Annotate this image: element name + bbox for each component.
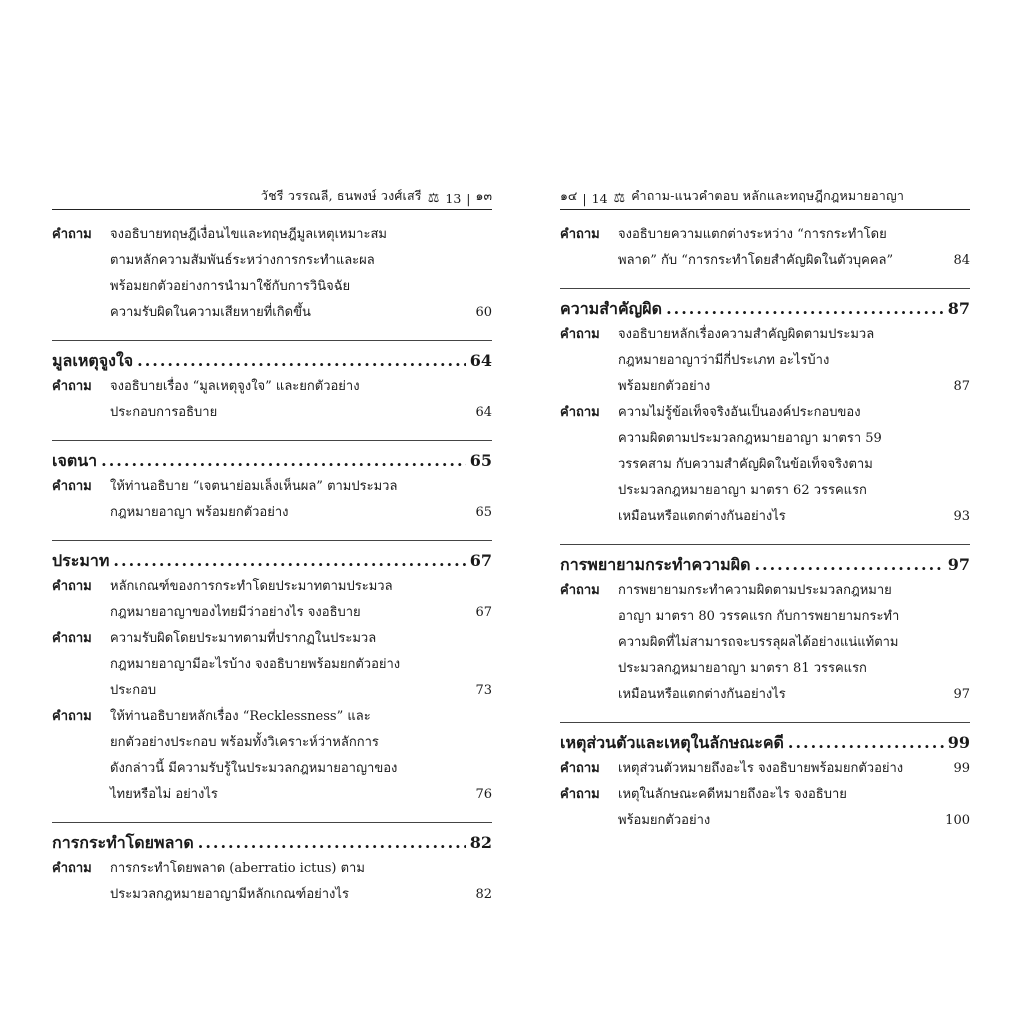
dot-leader <box>666 299 944 318</box>
question-label <box>52 300 110 326</box>
toc-question-line <box>52 704 492 730</box>
toc-question-line <box>52 274 492 300</box>
toc-question-line <box>52 730 492 756</box>
toc-question-line <box>560 478 970 504</box>
question-text: พร้อมยกตัวอย่าง <box>618 379 711 394</box>
toc-question-line <box>560 348 970 374</box>
left-page-header <box>52 180 492 210</box>
toc-question-line <box>560 426 970 452</box>
scales-icon: ⚖ <box>427 191 440 206</box>
question-text: หลักเกณฑ์ของการกระทำโดยประมาทตามประมวล <box>110 579 393 594</box>
question-page-number: 84 <box>953 253 970 268</box>
question-text: ความผิดที่ไม่สามารถจะบรรลุผลได้อย่างแน่แท้ตาม <box>618 635 899 650</box>
section-page-number: 67 <box>469 551 492 570</box>
toc-section-heading <box>52 340 492 374</box>
toc-section-heading <box>560 722 970 756</box>
header-page-thai: ๑๓ <box>475 188 492 203</box>
toc-section-heading <box>560 288 970 322</box>
question-label: คำถาม <box>560 583 600 598</box>
question-label <box>560 808 618 834</box>
header-book-title: คำถาม-แนวคำตอบ หลักและทฤษฎีกฎหมายอาญา <box>631 188 905 203</box>
question-text: ความรับผิดโดยประมาทตามที่ปรากฏในประมวล <box>110 631 377 646</box>
question-label <box>560 504 618 530</box>
section-title: เจตนา <box>52 451 98 470</box>
section-page-number: 64 <box>469 351 492 370</box>
question-text: กฎหมายอาญามีอะไรบ้าง จงอธิบายพร้อมยกตัวอย่าง <box>110 657 401 672</box>
toc-question-line <box>52 374 492 400</box>
section-title: เหตุส่วนตัวและเหตุในลักษณะคดี <box>560 733 784 752</box>
toc-question-line <box>560 782 970 808</box>
question-label <box>560 478 618 504</box>
toc-section-heading <box>52 440 492 474</box>
question-label <box>560 630 618 656</box>
question-label: คำถาม <box>560 405 600 420</box>
toc-question-line <box>560 682 970 708</box>
question-page-number: 73 <box>475 683 492 698</box>
toc-question-line <box>560 400 970 426</box>
question-label <box>52 782 110 808</box>
question-label <box>52 678 110 704</box>
toc-question-line <box>560 756 970 782</box>
question-label <box>560 656 618 682</box>
question-label <box>560 604 618 630</box>
question-page-number: 65 <box>475 505 492 520</box>
question-page-number: 93 <box>953 509 970 524</box>
question-page-number: 87 <box>953 379 970 394</box>
toc-question-line <box>560 374 970 400</box>
question-page-number: 67 <box>475 605 492 620</box>
header-separator: | <box>582 191 587 206</box>
question-text: อาญา มาตรา 80 วรรคแรก กับการพยายามกระทำ <box>618 609 900 624</box>
question-text: ประมวลกฎหมายอาญา มาตรา 81 วรรคแรก <box>618 661 867 676</box>
question-label: คำถาม <box>560 761 600 776</box>
section-page-number: 87 <box>947 299 970 318</box>
question-label <box>52 274 110 300</box>
question-text: กฎหมายอาญาของไทยมีว่าอย่างไร จงอธิบาย <box>110 605 361 620</box>
question-text: เหตุส่วนตัวหมายถึงอะไร จงอธิบายพร้อมยกตัวอย่าง <box>618 761 904 776</box>
question-text: ความไม่รู้ข้อเท็จจริงอันเป็นองค์ประกอบของ <box>618 405 861 420</box>
right-page <box>560 180 970 860</box>
toc-section-heading <box>52 540 492 574</box>
question-text: กฎหมายอาญา พร้อมยกตัวอย่าง <box>110 505 289 520</box>
toc-question-line <box>52 782 492 808</box>
question-page-number: 97 <box>953 687 970 702</box>
question-label: คำถาม <box>52 227 92 242</box>
question-label <box>52 500 110 526</box>
header-page-arabic: 13 <box>445 191 462 206</box>
right-page-header <box>560 180 970 210</box>
question-label <box>560 374 618 400</box>
question-text: ประกอบ <box>110 683 157 698</box>
toc-question-line <box>52 678 492 704</box>
question-label <box>52 756 110 782</box>
question-label: คำถาม <box>52 479 92 494</box>
section-page-number: 65 <box>469 451 492 470</box>
question-page-number: 100 <box>945 813 970 828</box>
header-page-arabic: 14 <box>591 191 608 206</box>
toc-question-line <box>52 882 492 908</box>
question-text: ให้ท่านอธิบาย “เจตนาย่อมเล็งเห็นผล” ตามประมวล <box>110 479 398 494</box>
question-label <box>560 426 618 452</box>
question-text: เหตุในลักษณะคดีหมายถึงอะไร จงอธิบาย <box>618 787 847 802</box>
section-title: การกระทำโดยพลาด <box>52 833 194 852</box>
section-title: ประมาท <box>52 551 110 570</box>
toc-question-line <box>560 504 970 530</box>
toc-question-line <box>560 222 970 248</box>
question-label: คำถาม <box>52 379 92 394</box>
question-label <box>52 730 110 756</box>
question-label <box>52 600 110 626</box>
question-page-number: 64 <box>475 405 492 420</box>
question-label: คำถาม <box>52 709 92 724</box>
question-text: จงอธิบายทฤษฎีเงื่อนไขและทฤษฎีมูลเหตุเหมาะสม <box>110 227 387 242</box>
toc-question-line <box>560 248 970 274</box>
dot-leader <box>137 351 466 370</box>
toc-question-line <box>52 574 492 600</box>
section-title: การพยายามกระทำความผิด <box>560 555 751 574</box>
scales-icon: ⚖ <box>613 191 626 206</box>
toc-question-line <box>52 300 492 326</box>
question-text: ประกอบการอธิบาย <box>110 405 218 420</box>
question-label <box>560 682 618 708</box>
toc-question-line <box>560 322 970 348</box>
toc-question-line <box>52 652 492 678</box>
question-label <box>52 248 110 274</box>
question-label <box>560 248 618 274</box>
section-title: ความสำคัญผิด <box>560 299 663 318</box>
toc-question-line <box>560 630 970 656</box>
question-label: คำถาม <box>52 631 92 646</box>
question-text: ดังกล่าวนี้ มีความรับรู้ในประมวลกฎหมายอาญาของ <box>110 761 398 776</box>
question-text: การกระทำโดยพลาด (aberratio ictus) ตาม <box>110 861 365 876</box>
dot-leader <box>788 733 944 752</box>
question-text: จงอธิบายความแตกต่างระหว่าง “การกระทำโดย <box>618 227 887 242</box>
question-page-number: 82 <box>475 887 492 902</box>
header-separator: | <box>466 191 471 206</box>
toc-question-line <box>52 756 492 782</box>
section-page-number: 82 <box>469 833 492 852</box>
toc-question-line <box>560 452 970 478</box>
question-text: ไทยหรือไม่ อย่างไร <box>110 787 218 802</box>
question-text: เหมือนหรือแตกต่างกันอย่างไร <box>618 687 786 702</box>
question-label <box>52 882 110 908</box>
header-authors: วัชรี วรรณลี, ธนพงษ์ วงศ์เสรี <box>260 188 422 203</box>
toc-question-line <box>52 856 492 882</box>
question-label <box>52 652 110 678</box>
toc-question-line <box>52 248 492 274</box>
toc-question-line <box>52 626 492 652</box>
dot-leader <box>754 555 943 574</box>
question-label <box>560 348 618 374</box>
section-page-number: 97 <box>947 555 970 574</box>
toc-question-line <box>560 604 970 630</box>
question-label: คำถาม <box>52 579 92 594</box>
toc-question-line <box>52 474 492 500</box>
question-text: เหมือนหรือแตกต่างกันอย่างไร <box>618 509 786 524</box>
question-page-number: 99 <box>953 761 970 776</box>
dot-leader <box>198 833 466 852</box>
toc-question-line <box>52 400 492 426</box>
question-text: ความผิดตามประมวลกฎหมายอาญา มาตรา 59 <box>618 431 882 446</box>
question-text: ยกตัวอย่างประกอบ พร้อมทั้งวิเคราะห์ว่าหลักการ <box>110 735 379 750</box>
dot-leader <box>113 551 465 570</box>
question-text: ประมวลกฎหมายอาญามีหลักเกณฑ์อย่างไร <box>110 887 349 902</box>
toc-section-heading <box>52 822 492 856</box>
question-text: ให้ท่านอธิบายหลักเรื่อง “Recklessness” และ <box>110 709 371 724</box>
question-page-number: 60 <box>475 305 492 320</box>
question-label: คำถาม <box>52 861 92 876</box>
question-page-number: 76 <box>475 787 492 802</box>
question-text: จงอธิบายเรื่อง “มูลเหตุจูงใจ” และยกตัวอย่าง <box>110 379 360 394</box>
question-text: ความรับผิดในความเสียหายที่เกิดขึ้น <box>110 305 311 320</box>
toc-question-line <box>560 808 970 834</box>
question-text: กฎหมายอาญาว่ามีกี่ประเภท อะไรบ้าง <box>618 353 830 368</box>
question-label <box>52 400 110 426</box>
dot-leader <box>101 451 466 470</box>
question-text: การพยายามกระทำความผิดตามประมวลกฎหมาย <box>618 583 892 598</box>
toc-question-line <box>52 600 492 626</box>
question-text: ตามหลักความสัมพันธ์ระหว่างการกระทำและผล <box>110 253 375 268</box>
question-label: คำถาม <box>560 227 600 242</box>
section-page-number: 99 <box>947 733 970 752</box>
left-toc-entries <box>52 222 492 908</box>
question-label: คำถาม <box>560 787 600 802</box>
header-page-thai: ๑๔ <box>560 188 578 203</box>
question-text: พร้อมยกตัวอย่าง <box>618 813 711 828</box>
toc-question-line <box>52 500 492 526</box>
question-text: จงอธิบายหลักเรื่องความสำคัญผิดตามประมวล <box>618 327 875 342</box>
section-title: มูลเหตุจูงใจ <box>52 351 134 370</box>
toc-question-line <box>560 578 970 604</box>
toc-question-line <box>560 656 970 682</box>
question-text: ประมวลกฎหมายอาญา มาตรา 62 วรรคแรก <box>618 483 867 498</box>
question-text: วรรคสาม กับความสำคัญผิดในข้อเท็จจริงตาม <box>618 457 873 472</box>
toc-section-heading <box>560 544 970 578</box>
question-text: พร้อมยกตัวอย่างการนำมาใช้กับการวินิจฉัย <box>110 279 351 294</box>
question-label <box>560 452 618 478</box>
question-text: พลาด” กับ “การกระทำโดยสำคัญผิดในตัวบุคคล” <box>618 253 894 268</box>
left-page <box>52 180 492 902</box>
toc-question-line <box>52 222 492 248</box>
question-label: คำถาม <box>560 327 600 342</box>
right-toc-entries <box>560 222 970 834</box>
